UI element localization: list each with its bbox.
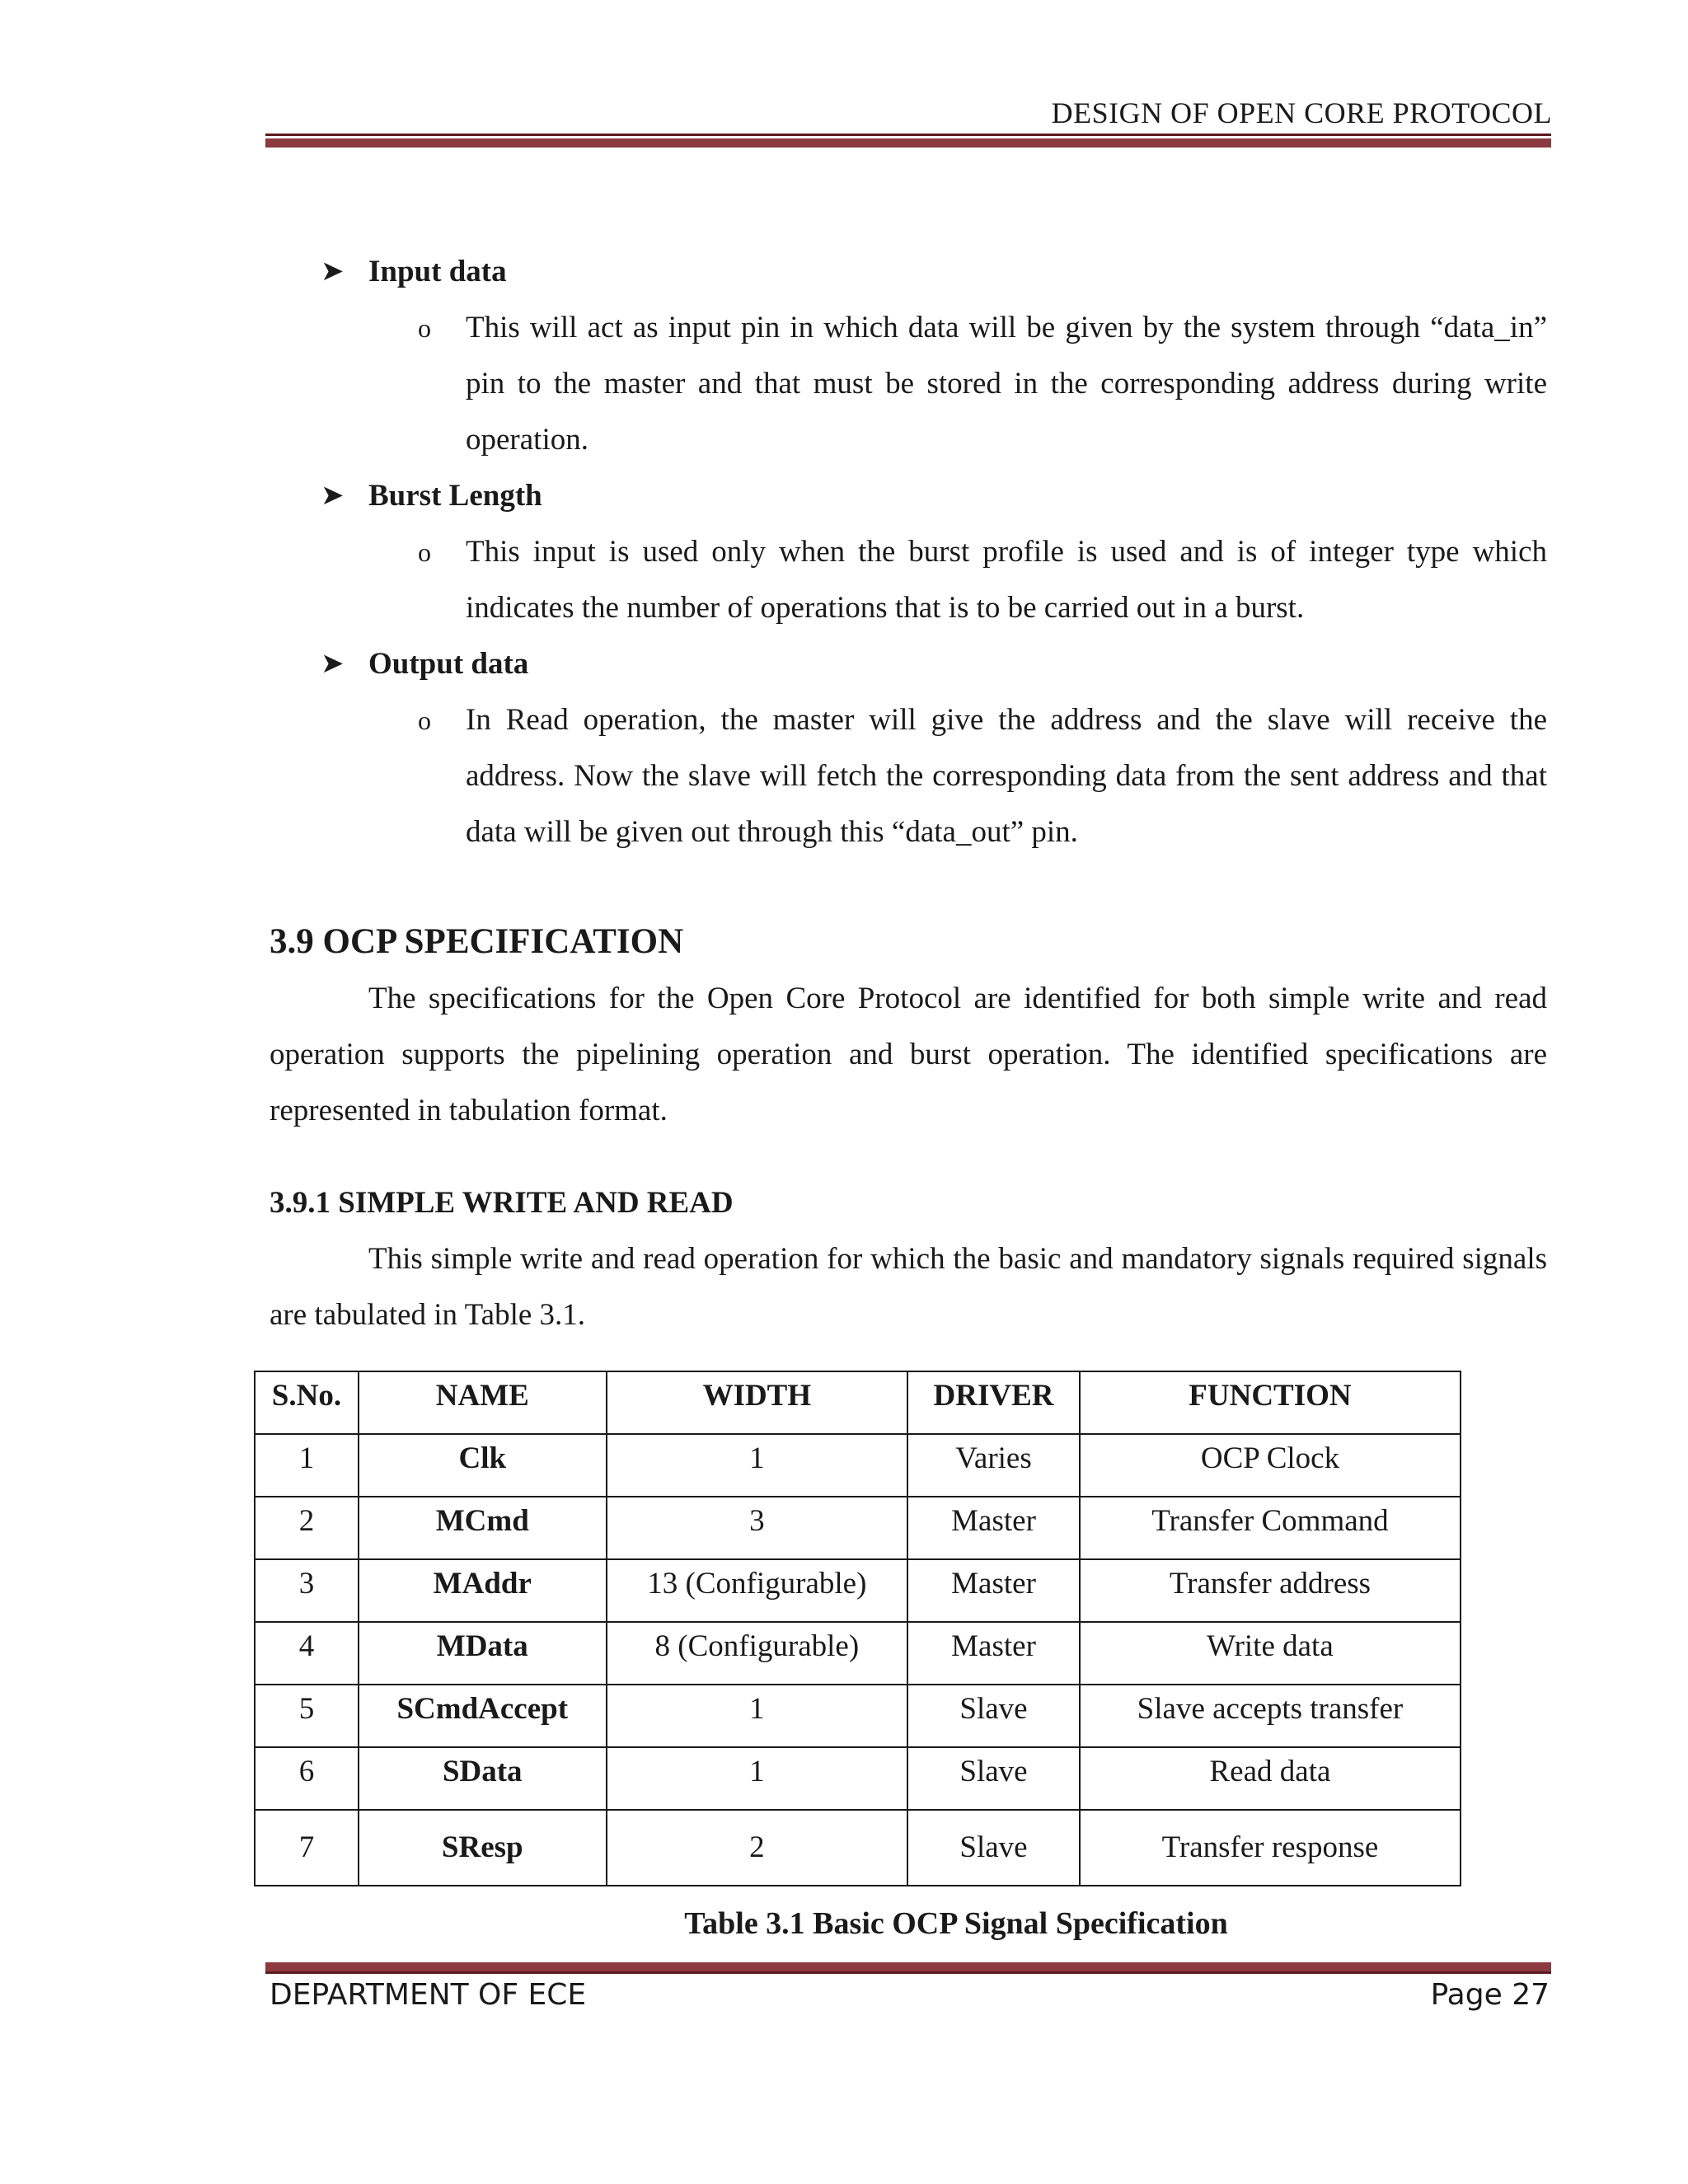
table-caption: Table 3.1 Basic OCP Signal Specification	[684, 1906, 1228, 1941]
cell-name: MAddr	[359, 1559, 607, 1622]
cell-function: Slave accepts transfer	[1080, 1685, 1461, 1747]
footer-rule	[265, 1960, 1551, 1974]
cell-width: 1	[607, 1747, 908, 1810]
circle-bullet-icon: o	[418, 537, 431, 567]
footer-page-number: Page 27	[1430, 1978, 1550, 2012]
section-paragraph: The specifications for the Open Core Protocol are identified for both simple write and read operation supports the pipelining operation and burst operation. The identified specifications are represented in tabulation format.	[270, 982, 1547, 1127]
cell-width: 13 (Configurable)	[607, 1559, 908, 1622]
cell-name: Clk	[359, 1434, 607, 1497]
cell-name: MCmd	[359, 1497, 607, 1559]
cell-function: Transfer Command	[1080, 1497, 1461, 1559]
page-body	[270, 244, 1547, 1343]
table-row	[255, 1685, 1461, 1747]
bullet-label: Output data	[368, 647, 529, 681]
bullet-burst-length	[270, 468, 1547, 524]
cell-sno: 5	[255, 1685, 359, 1747]
footer-department: DEPARTMENT OF ECE	[270, 1978, 587, 2012]
table-row	[255, 1497, 1461, 1559]
cell-function: Read data	[1080, 1747, 1461, 1810]
cell-width: 2	[607, 1810, 908, 1886]
signal-spec-table	[254, 1371, 1461, 1886]
cell-sno: 7	[255, 1810, 359, 1886]
sub-bullet-text: In Read operation, the master will give the address and the slave will receive the address. Now the slave will fetch the corresponding data from the sent address and that data will be given out through this “data_out” pin.	[466, 703, 1547, 849]
table-row	[255, 1434, 1461, 1497]
arrow-bullet-icon: ➤	[321, 480, 345, 511]
section-heading: 3.9 OCP SPECIFICATION	[270, 922, 684, 961]
cell-sno: 1	[255, 1434, 359, 1497]
sub-bullet-text: This input is used only when the burst profile is used and is of integer type which indicates the number of operations that is to be carried out in a burst.	[466, 535, 1547, 625]
cell-width: 1	[607, 1685, 908, 1747]
cell-driver: Slave	[907, 1685, 1080, 1747]
circle-bullet-icon: o	[418, 705, 431, 735]
cell-width: 8 (Configurable)	[607, 1622, 908, 1685]
subsection-paragraph: This simple write and read operation for which the basic and mandatory signals required signals are tabulated in Table 3.1.	[270, 1242, 1547, 1332]
table-row	[255, 1747, 1461, 1810]
sub-bullet-text: This will act as input pin in which data will be given by the system through “data_in” pin to the master and that must be stored in the corresponding address during write operation.	[466, 311, 1547, 457]
cell-sno: 2	[255, 1497, 359, 1559]
cell-sno: 3	[255, 1559, 359, 1622]
table-row	[255, 1810, 1461, 1886]
cell-driver: Master	[907, 1497, 1080, 1559]
cell-driver: Master	[907, 1622, 1080, 1685]
cell-name: SCmdAccept	[359, 1685, 607, 1747]
cell-driver: Master	[907, 1559, 1080, 1622]
column-header-driver: DRIVER	[907, 1371, 1080, 1434]
cell-sno: 4	[255, 1622, 359, 1685]
cell-driver: Varies	[907, 1434, 1080, 1497]
table-row	[255, 1559, 1461, 1622]
cell-name: SResp	[359, 1810, 607, 1886]
running-header: DESIGN OF OPEN CORE PROTOCOL	[1051, 96, 1552, 129]
header-rule	[265, 134, 1551, 148]
column-header-function: FUNCTION	[1080, 1371, 1461, 1434]
column-header-sno: S.No.	[255, 1371, 359, 1434]
circle-bullet-icon: o	[418, 313, 431, 343]
table-row	[255, 1622, 1461, 1685]
cell-name: SData	[359, 1747, 607, 1810]
cell-name: MData	[359, 1622, 607, 1685]
arrow-bullet-icon: ➤	[321, 649, 345, 679]
arrow-bullet-icon: ➤	[321, 256, 345, 287]
cell-function: Transfer address	[1080, 1559, 1461, 1622]
sub-bullet-input-data	[270, 300, 1547, 468]
table-header-row	[255, 1371, 1461, 1434]
cell-driver: Slave	[907, 1747, 1080, 1810]
cell-function: Write data	[1080, 1622, 1461, 1685]
cell-sno: 6	[255, 1747, 359, 1810]
column-header-name: NAME	[359, 1371, 607, 1434]
cell-function: Transfer response	[1080, 1810, 1461, 1886]
column-header-width: WIDTH	[607, 1371, 908, 1434]
bullet-input-data	[270, 244, 1547, 300]
cell-width: 1	[607, 1434, 908, 1497]
bullet-output-data	[270, 636, 1547, 692]
sub-bullet-output-data	[270, 692, 1547, 860]
cell-function: OCP Clock	[1080, 1434, 1461, 1497]
bullet-label: Burst Length	[368, 479, 542, 513]
cell-driver: Slave	[907, 1810, 1080, 1886]
sub-bullet-burst-length	[270, 524, 1547, 636]
bullet-label: Input data	[368, 255, 507, 288]
subsection-heading: 3.9.1 SIMPLE WRITE AND READ	[270, 1186, 734, 1220]
cell-width: 3	[607, 1497, 908, 1559]
